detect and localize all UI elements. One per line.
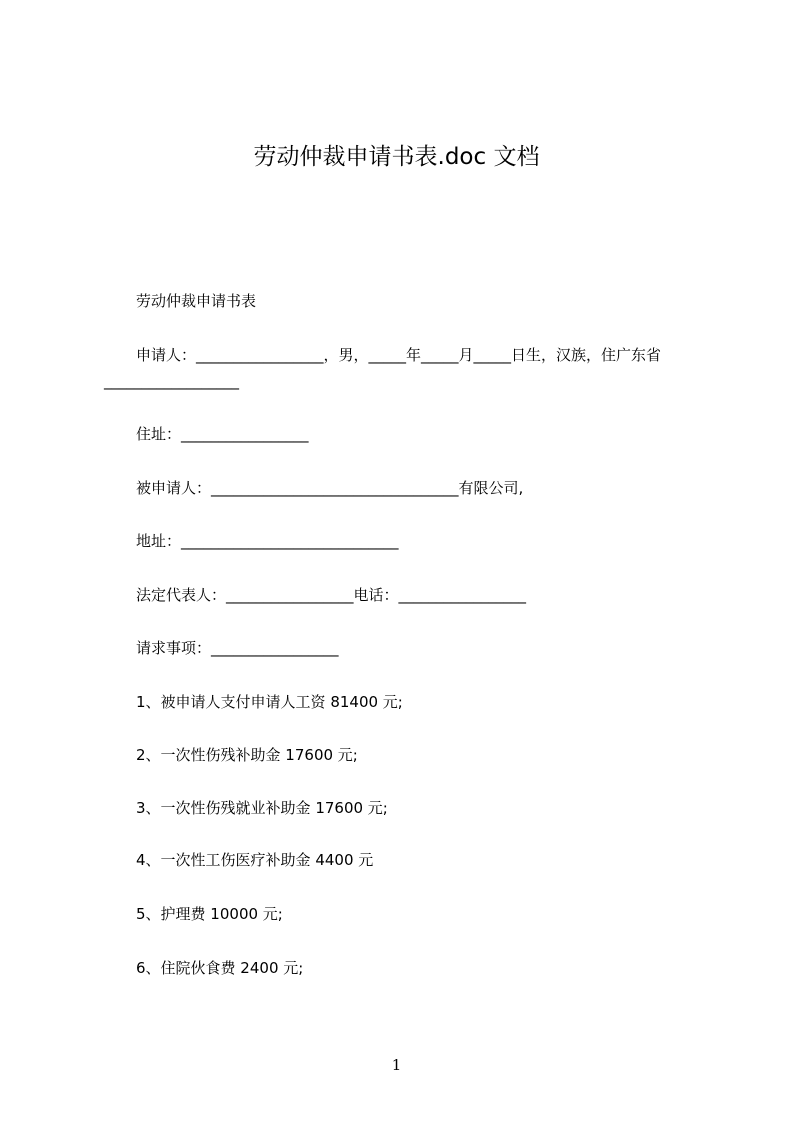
applicant-line-continuation: __________________ (104, 372, 239, 390)
claim-item: 5、护理费 10000 元; (136, 905, 283, 923)
claim-item: 3、一次性伤残就业补助金 17600 元; (136, 799, 388, 817)
document-title: 劳动仲裁申请书表.doc 文档 (253, 144, 540, 170)
claim-item: 1、被申请人支付申请人工资 81400 元; (136, 693, 403, 711)
address-line: 地址：_____________________________ (136, 532, 399, 550)
claim-item: 6、住院伙食费 2400 元; (136, 959, 304, 977)
legal-representative-line: 法定代表人：_________________电话：_________________ (136, 586, 527, 604)
respondent-line: 被申请人：_________________________________有限公司, (136, 479, 524, 497)
residence-line: 住址：_________________ (136, 425, 309, 443)
applicant-line: 申请人：_________________，男，_____年_____月_____日生，汉族，住广东省 (136, 346, 662, 364)
claim-item: 4、一次性工伤医疗补助金 4400 元 (136, 851, 374, 869)
claim-item: 2、一次性伤残补助金 17600 元; (136, 746, 358, 764)
claims-heading: 请求事项：_________________ (136, 639, 339, 657)
form-heading: 劳动仲裁申请书表 (136, 292, 257, 310)
page-number: 1 (391, 1056, 402, 1074)
